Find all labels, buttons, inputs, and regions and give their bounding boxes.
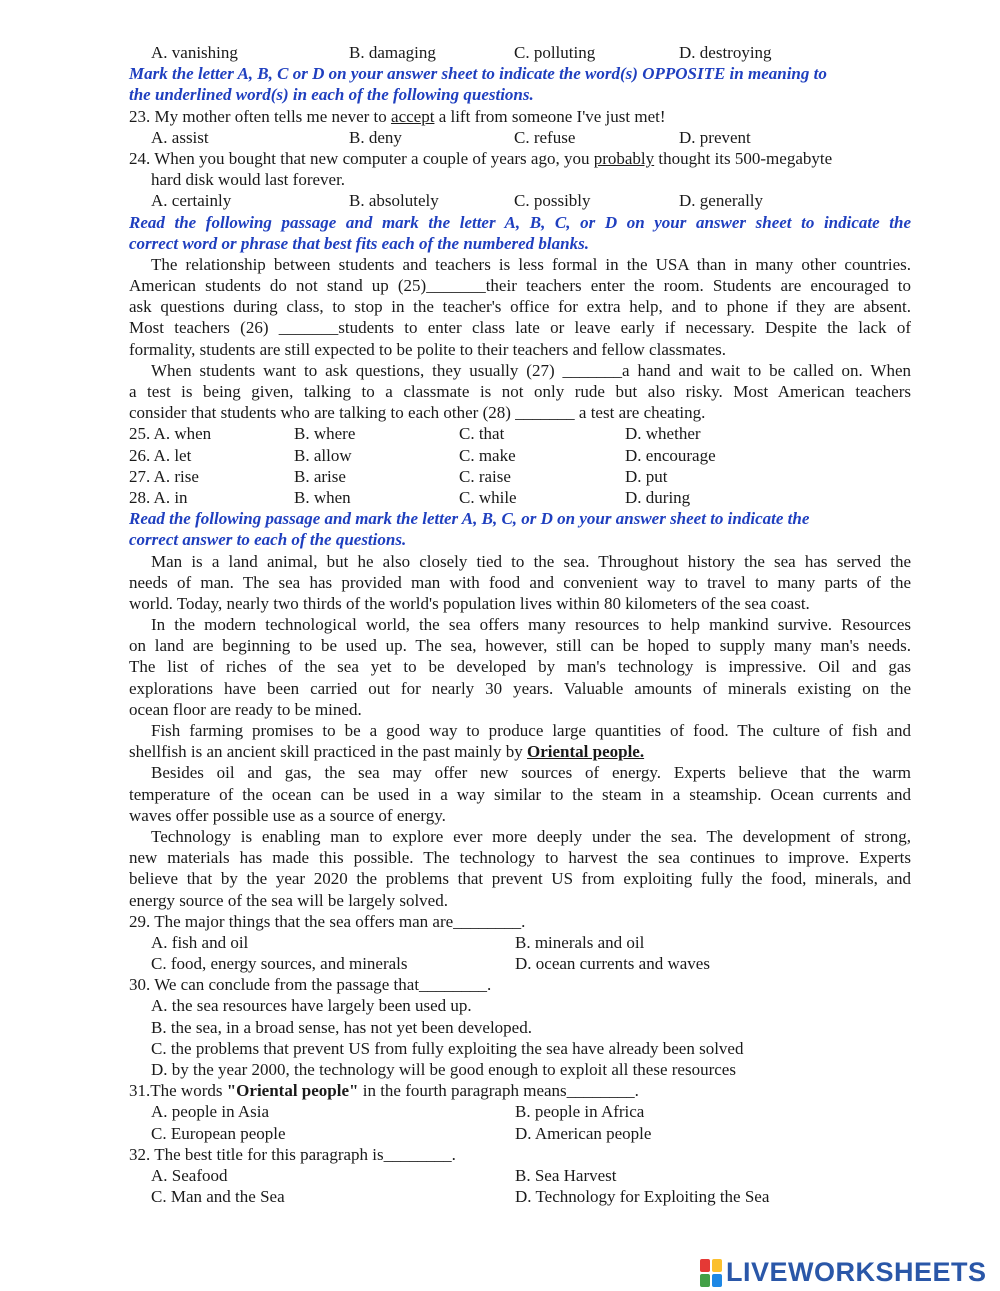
underlined-word: probably xyxy=(593,148,655,168)
passage1-line: formality, students are still expected to be polite to their teachers and fellow classmates. xyxy=(129,339,727,359)
passage2-line: In the modern technological world, the sea offers many resources to help mankind survive. Resources xyxy=(151,615,911,635)
underlined-word: accept xyxy=(391,106,435,126)
option[interactable]: C. polluting xyxy=(514,43,596,62)
option[interactable]: B. Sea Harvest xyxy=(515,1165,617,1185)
passage1-line: American students do not stand up (25)_______their teachers enter the room. Students are encouraged to xyxy=(129,276,911,296)
option[interactable]: B. allow xyxy=(294,445,352,465)
passage2-line xyxy=(129,741,911,762)
instruction-blanks-2: correct word or phrase that best fits each of the numbered blanks. xyxy=(129,233,589,253)
answer-row-27 xyxy=(129,466,911,487)
passage1-line: When students want to ask questions, they usually (27) _______a hand and wait to be called on. When xyxy=(151,360,911,380)
option[interactable]: B. damaging xyxy=(349,43,436,62)
passage2-line: needs of man. The sea has provided man with food and convenient way to travel to many parts of the xyxy=(129,572,911,592)
option[interactable]: C. possibly xyxy=(514,191,591,211)
option[interactable]: D. generally xyxy=(679,191,764,211)
question-24 xyxy=(129,148,911,169)
passage2-line: Man is a land animal, but he also closely tied to the sea. Throughout history the sea has served the xyxy=(151,551,911,571)
option[interactable]: B. where xyxy=(294,424,356,444)
question-30: 30. We can conclude from the passage that________. xyxy=(129,975,492,995)
question-text: 24. When you bought that new computer a couple of years ago, you xyxy=(129,148,594,168)
option[interactable]: D. prevent xyxy=(679,127,751,147)
option[interactable]: 27. A. rise xyxy=(129,466,199,486)
answer-row-26 xyxy=(129,445,911,466)
passage2-line: Besides oil and gas, the sea may offer new sources of energy. Experts believe that the warm xyxy=(151,763,911,783)
option[interactable]: B. people in Africa xyxy=(515,1102,645,1122)
option[interactable]: D. during xyxy=(625,487,691,507)
option[interactable]: C. raise xyxy=(459,466,511,486)
q31-options-row1 xyxy=(129,1101,911,1122)
option[interactable]: B. the sea, in a broad sense, has not yet been developed. xyxy=(151,1017,532,1037)
passage2-line: Technology is enabling man to explore ever more deeply under the sea. The development of strong, xyxy=(151,826,911,846)
option[interactable]: A. the sea resources have largely been used up. xyxy=(151,996,472,1016)
option[interactable]: 26. A. let xyxy=(129,445,192,465)
passage2-line: energy source of the sea will be largely solved. xyxy=(129,890,448,910)
logo-square xyxy=(700,1274,710,1287)
option[interactable]: A. assist xyxy=(151,127,209,147)
passage2-line: Fish farming promises to be a good way to produce large quantities of food. The culture of fish and xyxy=(151,721,911,740)
passage-text: shellfish is an ancient skill practiced in the past mainly by xyxy=(129,742,527,762)
question-text: 31.The words xyxy=(129,1081,227,1101)
option[interactable]: B. deny xyxy=(349,127,402,147)
option[interactable]: C. make xyxy=(459,445,516,465)
option[interactable]: D. encourage xyxy=(625,445,716,465)
option[interactable]: D. American people xyxy=(515,1123,652,1143)
option[interactable]: A. people in Asia xyxy=(151,1102,270,1122)
option[interactable]: B. absolutely xyxy=(349,191,439,211)
logo-square xyxy=(712,1274,722,1287)
instruction-opposite-2: the underlined word(s) in each of the following questions. xyxy=(129,85,534,105)
passage2-line: waves offer possible use as a source of energy. xyxy=(129,805,446,825)
option[interactable]: C. the problems that prevent US from fully exploiting the sea have already been solved xyxy=(151,1038,744,1058)
question-29: 29. The major things that the sea offers man are________. xyxy=(129,911,526,931)
option[interactable]: C. refuse xyxy=(514,127,576,147)
passage1-line: consider that students who are talking to each other (28) _______ a test are cheating. xyxy=(129,403,706,423)
question-32: 32. The best title for this paragraph is________. xyxy=(129,1144,456,1164)
option[interactable]: C. Man and the Sea xyxy=(151,1187,285,1207)
q29-options-row2 xyxy=(129,953,911,974)
question-text: in the fourth paragraph means________. xyxy=(358,1081,639,1101)
liveworksheets-logo[interactable] xyxy=(700,1257,987,1288)
option[interactable]: C. that xyxy=(459,424,505,444)
quoted-phrase: "Oriental people" xyxy=(226,1081,359,1101)
instruction-reading-1: Read the following passage and mark the letter A, B, C, or D on your answer sheet to indicate the xyxy=(129,509,810,529)
highlighted-phrase: Oriental people. xyxy=(527,742,645,762)
option[interactable]: D. by the year 2000, the technology will be good enough to exploit all these resources xyxy=(151,1060,736,1079)
option[interactable]: 25. A. when xyxy=(129,424,212,444)
q31-options-row2 xyxy=(129,1123,911,1144)
passage2-line: explorations have been carried out for nearly 30 years. Valuable amounts of minerals existing on the xyxy=(129,678,911,698)
logo-square xyxy=(712,1259,722,1272)
option[interactable]: D. whether xyxy=(625,424,701,444)
passage2-line: new materials has made this possible. The technology to harvest the sea continues to improve. Experts xyxy=(129,848,911,868)
question-text: thought its 500-megabyte xyxy=(654,148,833,168)
passage2-line: believe that by the year 2020 the problems that prevent US from exploiting fully the food, minerals, and xyxy=(129,869,911,889)
option[interactable]: D. Technology for Exploiting the Sea xyxy=(515,1187,770,1207)
option[interactable]: B. arise xyxy=(294,466,346,486)
q22-options xyxy=(129,42,911,63)
passage1-line: The relationship between students and teachers is less formal in the USA than in many other countries. xyxy=(151,254,911,274)
instruction-reading-2: correct answer to each of the questions. xyxy=(129,530,407,550)
option[interactable]: 28. A. in xyxy=(129,487,188,507)
option[interactable]: B. when xyxy=(294,487,351,507)
question-text: a lift from someone I've just met! xyxy=(434,106,666,126)
passage1-line: a test is being given, talking to a classmate is not only rude but also risky. Most American teachers xyxy=(129,382,911,401)
passage2-line: world. Today, nearly two thirds of the world's population lives within 80 kilometers of the sea coast. xyxy=(129,593,810,613)
question-31 xyxy=(129,1080,911,1101)
option[interactable]: D. destroying xyxy=(679,43,772,62)
logo-square xyxy=(700,1259,710,1272)
question-24-cont: hard disk would last forever. xyxy=(151,170,346,190)
q24-options xyxy=(129,190,911,211)
option[interactable]: D. ocean currents and waves xyxy=(515,954,710,974)
answer-row-25 xyxy=(129,423,911,444)
q32-options-row1 xyxy=(129,1165,911,1186)
question-text: 23. My mother often tells me never to xyxy=(129,106,392,126)
passage1-line: ask questions during class, to stop in the teacher's office for extra help, and to phone if they are absent. xyxy=(129,297,911,317)
option[interactable]: C. European people xyxy=(151,1123,286,1143)
question-23 xyxy=(129,106,911,127)
answer-row-28 xyxy=(129,487,911,508)
logo-icon xyxy=(700,1259,722,1287)
option[interactable]: D. put xyxy=(625,466,668,486)
q29-options-row1 xyxy=(129,932,911,953)
passage2-line: The list of riches of the sea yet to be developed by man's technology is impressive. Oil and gas xyxy=(129,657,911,677)
instruction-opposite-1: Mark the letter A, B, C or D on your answer sheet to indicate the word(s) OPPOSITE in meaning to xyxy=(129,64,827,84)
worksheet-page xyxy=(129,42,911,1207)
q32-options-row2 xyxy=(129,1186,911,1207)
option[interactable]: A. vanishing xyxy=(151,43,238,62)
passage2-line: on land are beginning to be used up. The sea, however, still can be hoped to supply many man's needs. xyxy=(129,636,911,656)
option[interactable]: B. minerals and oil xyxy=(515,932,645,952)
passage2-line: ocean floor are ready to be mined. xyxy=(129,699,362,719)
option[interactable]: A. certainly xyxy=(151,191,232,211)
option[interactable]: C. while xyxy=(459,487,517,507)
logo-text: LIVEWORKSHEETS xyxy=(726,1257,987,1287)
option[interactable]: C. food, energy sources, and minerals xyxy=(151,954,408,974)
option[interactable]: A. Seafood xyxy=(151,1165,228,1185)
option[interactable]: A. fish and oil xyxy=(151,932,249,952)
passage1-line: Most teachers (26) _______students to enter class late or leave early if necessary. Despite the lack of xyxy=(129,318,911,338)
q23-options xyxy=(129,127,911,148)
passage2-line: temperature of the ocean can be used in a way similar to the steam in a steamship. Ocean currents and xyxy=(129,784,911,804)
instruction-blanks-1: Read the following passage and mark the letter A, B, C, or D on your answer sheet to indicate the xyxy=(129,212,911,232)
